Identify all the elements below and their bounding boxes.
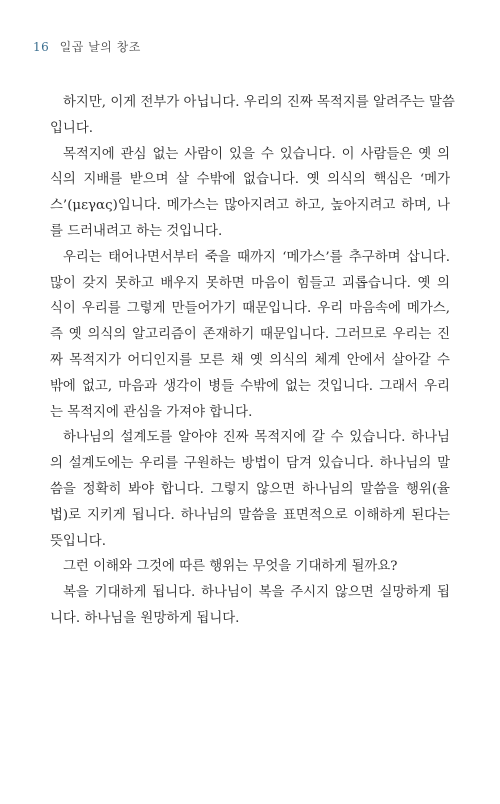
text-line: 즉 옛 의식의 알고리즘이 존재하기 때문입니다. 그러므로 우리는 진 xyxy=(50,327,450,343)
text-line: 의 설계도에는 우리를 구원하는 방법이 담겨 있습니다. 하나님의 말 xyxy=(50,456,450,472)
text-line: 법)로 지키게 됩니다. 하나님의 말씀을 표면적으로 이해하게 된다는 xyxy=(50,507,450,523)
paragraph xyxy=(50,425,450,554)
text-line: 복을 기대하게 됩니다. 하나님이 복을 주시지 않으면 실망하게 됩 xyxy=(63,585,450,601)
text-line: 밖에 없고, 마음과 생각이 병들 수밖에 없는 것입니다. 그래서 우리 xyxy=(50,378,450,394)
text-line: 입니다. xyxy=(50,120,94,136)
text-line: 씀을 정확히 봐야 합니다. 그렇지 않으면 하나님의 말씀을 행위(율 xyxy=(50,481,450,497)
paragraph xyxy=(50,245,450,426)
text-line: 하지만, 이게 전부가 아닙니다. 우리의 진짜 목적지를 알려주는 말씀 xyxy=(63,95,455,110)
page-number: 16 xyxy=(33,40,50,54)
page-header xyxy=(33,38,141,55)
text-line: 는 목적지에 관심을 가져야 합니다. xyxy=(50,404,253,420)
paragraph xyxy=(50,580,450,632)
paragraph xyxy=(50,554,450,580)
text-line: 식이 우리를 그렇게 만들어가기 때문입니다. 우리 마음속에 메가스, xyxy=(50,301,450,317)
running-title: 일곱 날의 창조 xyxy=(59,40,141,54)
text-line: 하나님의 설계도를 알아야 진짜 목적지에 갈 수 있습니다. 하나님 xyxy=(63,430,450,446)
text-line: 뜻입니다. xyxy=(50,533,106,549)
text-line: 니다. 하나님을 원망하게 됩니다. xyxy=(50,610,240,626)
text-line: 스’(μεγας)입니다. 메가스는 많아지려고 하고, 높아지려고 하며, 나 xyxy=(50,198,450,214)
text-line: 우리는 태어나면서부터 죽을 때까지 ‘메가스’를 추구하며 삽니다. xyxy=(63,249,450,265)
paragraph xyxy=(50,90,455,142)
paragraph xyxy=(50,142,450,245)
text-line: 식의 지배를 받으며 살 수밖에 없습니다. 옛 의식의 핵심은 ‘메가 xyxy=(50,172,450,188)
text-line: 목적지에 관심 없는 사람이 있을 수 있습니다. 이 사람들은 옛 의 xyxy=(63,146,450,162)
body-text xyxy=(50,90,455,632)
text-line: 많이 갖지 못하고 배우지 못하면 마음이 힘들고 괴롭습니다. 옛 의 xyxy=(50,275,450,291)
text-line: 그런 이해와 그것에 따른 행위는 무엇을 기대하게 될까요? xyxy=(63,559,398,575)
text-line: 를 드러내려고 하는 것입니다. xyxy=(50,223,223,239)
text-line: 짜 목적지가 어디인지를 모른 채 옛 의식의 체계 안에서 살아갈 수 xyxy=(50,352,450,368)
